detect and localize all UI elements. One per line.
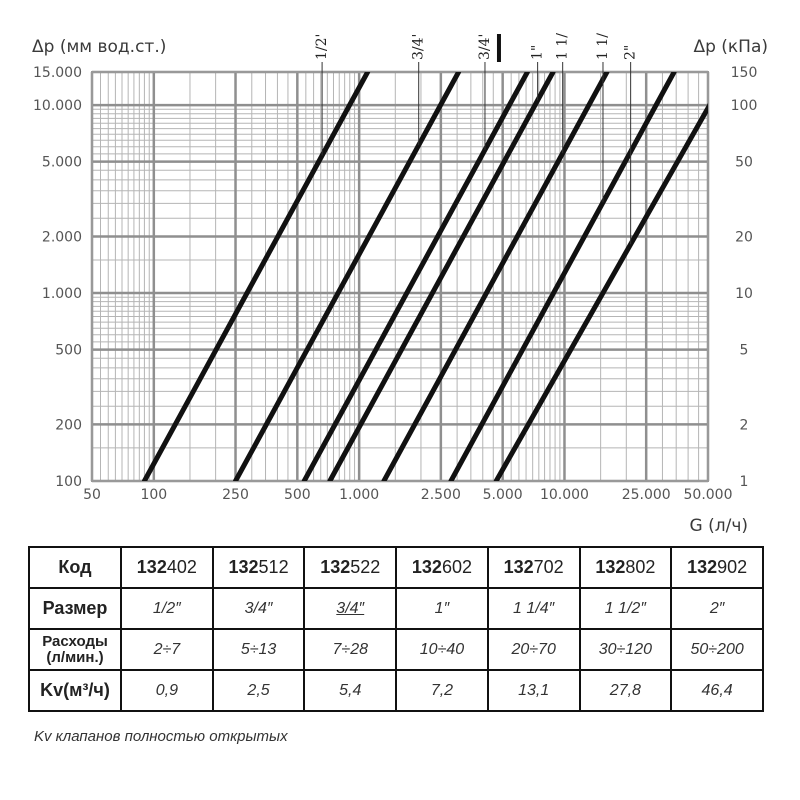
x-tick-label: 500 xyxy=(283,487,311,503)
series-label-1: 1/2' xyxy=(314,33,331,60)
code-suffix: 512 xyxy=(258,557,289,577)
code-suffix: 402 xyxy=(166,557,197,577)
table-row-kv xyxy=(29,670,763,711)
flow-cell: 10÷40 xyxy=(396,629,488,670)
left-tick-label: 10.000 xyxy=(33,98,82,115)
left-tick-label: 500 xyxy=(55,342,82,359)
series-line-7 xyxy=(496,90,718,481)
table-row-code xyxy=(29,547,763,588)
valve-spec-table xyxy=(28,546,764,712)
right-axis-ticks xyxy=(731,65,758,490)
x-tick-label: 250 xyxy=(222,487,249,503)
series-label-7: 2" xyxy=(622,44,639,60)
row-header-flow xyxy=(29,629,121,670)
code-suffix: 802 xyxy=(625,557,656,577)
x-axis-ticks xyxy=(83,487,732,503)
series-label-5: 1 1/ xyxy=(554,33,571,60)
series-label-3: 3/4' xyxy=(476,33,493,60)
left-tick-label: 200 xyxy=(55,417,82,434)
x-axis-title: G (л/ч) xyxy=(689,516,748,536)
x-tick-label: 100 xyxy=(140,487,168,503)
code-cell xyxy=(396,547,488,588)
code-cell xyxy=(213,547,305,588)
x-tick-label: 5.000 xyxy=(482,487,523,503)
kv-cell: 46,4 xyxy=(671,670,763,711)
grid-minor xyxy=(92,72,708,481)
flow-cell: 30÷120 xyxy=(580,629,672,670)
x-tick-label: 50.000 xyxy=(683,487,733,503)
right-tick-label: 50 xyxy=(735,154,753,171)
row-header-flow-line2: (л/мин.) xyxy=(46,648,104,666)
right-tick-label: 1 xyxy=(739,474,749,490)
x-tick-label: 1.000 xyxy=(339,487,380,503)
code-prefix: 132 xyxy=(136,557,167,577)
right-tick-label: 2 xyxy=(739,417,749,434)
right-tick-label: 5 xyxy=(739,342,749,359)
code-prefix: 132 xyxy=(411,557,442,577)
series-label-2: 3/4' xyxy=(410,33,427,60)
right-tick-label: 10 xyxy=(735,286,753,303)
kv-cell: 2,5 xyxy=(213,670,305,711)
table-row-size xyxy=(29,588,763,629)
kv-cell: 7,2 xyxy=(396,670,488,711)
code-prefix: 132 xyxy=(595,557,626,577)
left-tick-label: 100 xyxy=(55,474,82,490)
kv-cell: 0,9 xyxy=(121,670,213,711)
left-tick-label: 15.000 xyxy=(33,65,82,81)
code-cell xyxy=(488,547,580,588)
flow-cell: 7÷28 xyxy=(304,629,396,670)
kv-cell: 13,1 xyxy=(488,670,580,711)
code-prefix: 132 xyxy=(687,557,718,577)
right-axis-title: Δp (кПа) xyxy=(693,37,768,57)
row-header-flow-line1: Расходы xyxy=(42,632,108,650)
kv-cell: 5,4 xyxy=(304,670,396,711)
series-lines xyxy=(144,72,718,481)
code-suffix: 602 xyxy=(441,557,472,577)
right-tick-label: 20 xyxy=(735,229,753,246)
table-row-flow xyxy=(29,629,763,670)
size-underlined: 3/4″ xyxy=(336,599,365,617)
left-tick-label: 5.000 xyxy=(41,154,82,171)
series-line-2 xyxy=(236,72,459,481)
code-prefix: 132 xyxy=(228,557,259,577)
code-suffix: 522 xyxy=(350,557,381,577)
right-tick-label: 150 xyxy=(730,65,758,81)
flow-cell: 5÷13 xyxy=(213,629,305,670)
size-cell xyxy=(304,588,396,629)
left-axis-title: Δp (мм вод.ст.) xyxy=(32,37,167,57)
code-prefix: 132 xyxy=(503,557,534,577)
right-tick-label: 100 xyxy=(730,98,758,115)
left-axis-ticks xyxy=(33,65,82,490)
code-cell xyxy=(671,547,763,588)
flow-cell: 20÷70 xyxy=(488,629,580,670)
footnote: Kv клапанов полностью открытых xyxy=(34,728,288,745)
left-tick-label: 2.000 xyxy=(41,229,82,246)
size-cell: 1 1/4″ xyxy=(488,588,580,629)
size-cell: 2″ xyxy=(671,588,763,629)
code-prefix: 132 xyxy=(320,557,351,577)
size-cell: 3/4″ xyxy=(213,588,305,629)
row-header-kv: Kv(м³/ч) xyxy=(29,670,121,711)
series-line-1 xyxy=(144,72,367,481)
code-suffix: 902 xyxy=(717,557,748,577)
size-cell: 1″ xyxy=(396,588,488,629)
plot-frame xyxy=(92,72,708,481)
code-cell xyxy=(121,547,213,588)
row-header-code: Код xyxy=(29,547,121,588)
code-cell xyxy=(580,547,672,588)
kv-cell: 27,8 xyxy=(580,670,672,711)
x-tick-label: 2.500 xyxy=(420,487,461,503)
x-tick-label: 25.000 xyxy=(621,487,671,503)
left-tick-label: 1.000 xyxy=(41,286,82,303)
code-suffix: 702 xyxy=(533,557,564,577)
series-label-6: 1 1/ xyxy=(594,33,611,60)
grid-major xyxy=(92,72,708,481)
series-label-4: 1" xyxy=(529,44,546,60)
x-tick-label: 50 xyxy=(83,487,101,503)
x-tick-label: 10.000 xyxy=(539,487,589,503)
row-header-size: Размер xyxy=(29,588,121,629)
flow-cell: 2÷7 xyxy=(121,629,213,670)
flow-cell: 50÷200 xyxy=(671,629,763,670)
size-cell: 1 1/2″ xyxy=(580,588,672,629)
code-cell xyxy=(304,547,396,588)
size-cell: 1/2″ xyxy=(121,588,213,629)
